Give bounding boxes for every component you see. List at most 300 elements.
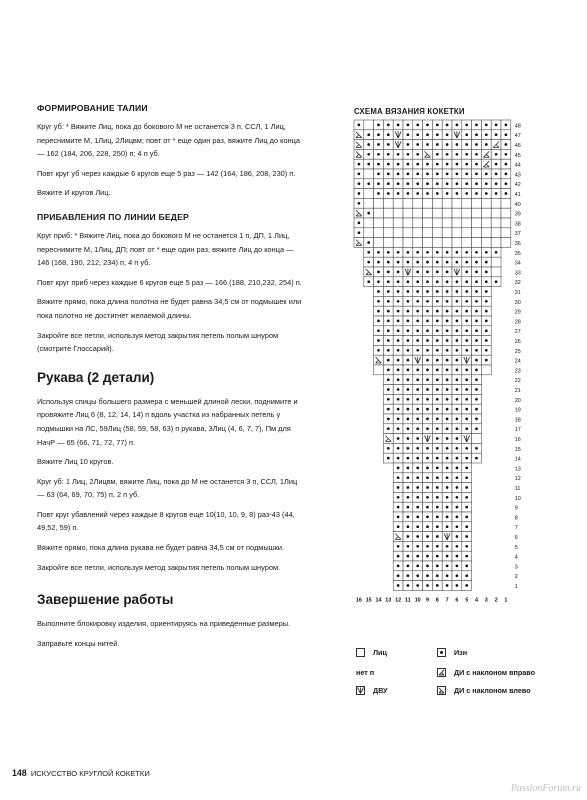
purl-dot <box>426 329 429 332</box>
purl-dot <box>446 437 449 440</box>
chart-cell <box>491 238 501 248</box>
purl-dot <box>377 271 380 274</box>
purl-dot <box>436 369 439 372</box>
chart-cell <box>452 228 462 238</box>
purl-dot <box>377 320 380 323</box>
purl-dot <box>465 320 468 323</box>
purl-dot <box>367 163 370 166</box>
purl-dot <box>495 133 498 136</box>
purl-dot <box>475 271 478 274</box>
purl-dot <box>465 457 468 460</box>
purl-dot <box>475 290 478 293</box>
yoke-chart <box>352 118 532 623</box>
purl-dot <box>426 555 429 558</box>
purl-dot <box>456 574 459 577</box>
chart-cell <box>423 198 433 208</box>
chart-cell <box>423 238 433 248</box>
purl-dot <box>465 192 468 195</box>
purl-dot <box>377 290 380 293</box>
chart-title: СХЕМА ВЯЗАНИЯ КОКЕТКИ <box>354 107 465 116</box>
purl-dot <box>407 574 410 577</box>
purl-dot <box>416 163 419 166</box>
chart-cell <box>364 120 374 130</box>
hip-heading: ПРИБАВЛЕНИЯ ПО ЛИНИИ БЕДЕР <box>37 211 189 222</box>
purl-dot <box>446 329 449 332</box>
purl-dot <box>416 261 419 264</box>
purl-dot <box>485 329 488 332</box>
chart-cell <box>364 169 374 179</box>
row-number: 10 <box>514 495 521 502</box>
purl-dot <box>436 516 439 519</box>
purl-dot <box>465 182 468 185</box>
purl-dot <box>495 192 498 195</box>
purl-dot <box>456 349 459 352</box>
purl-dot <box>465 506 468 509</box>
purl-dot <box>436 124 439 127</box>
purl-dot <box>446 476 449 479</box>
purl-dot <box>426 467 429 470</box>
purl-dot <box>456 280 459 283</box>
purl-dot <box>456 535 459 538</box>
row-number: 2 <box>514 574 518 581</box>
chart-cell <box>374 238 384 248</box>
chart-cell <box>364 218 374 228</box>
purl-dot <box>367 153 370 156</box>
purl-dot <box>416 290 419 293</box>
purl-dot <box>446 261 449 264</box>
purl-dot <box>456 555 459 558</box>
row-number: 32 <box>514 280 521 287</box>
chart-cell <box>423 208 433 218</box>
purl-dot <box>505 124 508 127</box>
row-number: 47 <box>514 133 521 140</box>
legend-no-stitch <box>356 668 374 677</box>
row-number: 17 <box>514 427 521 434</box>
purl-dot <box>446 486 449 489</box>
chart-cell <box>501 238 511 248</box>
watermark: PassionForum.ru <box>510 783 581 794</box>
purl-dot <box>426 349 429 352</box>
chart-cell <box>413 238 423 248</box>
purl-dot <box>446 163 449 166</box>
purl-dot <box>397 506 400 509</box>
purl-dot <box>426 486 429 489</box>
hip-paragraph-2: Повт круг приб через каждые 6 кругов еще 5 раз — 166 (188, 210,232, 254) п. <box>37 277 302 287</box>
chart-cell <box>432 238 442 248</box>
purl-dot <box>446 506 449 509</box>
chart-cell <box>432 218 442 228</box>
purl-dot <box>426 320 429 323</box>
purl-dot <box>426 447 429 450</box>
sleeves-paragraph-2: Вяжите Лиц 10 кругов. <box>37 457 114 467</box>
purl-dot <box>456 163 459 166</box>
legend-left-dec-label: ДИ с наклоном влево <box>454 686 531 695</box>
row-number: 19 <box>514 407 521 414</box>
purl-dot <box>407 280 410 283</box>
purl-dot <box>485 310 488 313</box>
purl-dot <box>407 143 410 146</box>
chart-cell <box>442 208 452 218</box>
purl-dot <box>456 467 459 470</box>
purl-dot <box>358 202 361 205</box>
hip-paragraph-1: Круг приб: * Вяжите Лиц, пока до бокового М не останется 1 п, ДП, 1 Лиц, переснимите М, 1Лиц, ДП; повт от * еще один раз, вяжите Лиц до конца — 146 (168, 190, 212, 234) п, 4 п уб. <box>37 230 294 268</box>
purl-dot <box>475 153 478 156</box>
purl-dot <box>387 182 390 185</box>
purl-dot <box>456 496 459 499</box>
chart-cell <box>472 238 482 248</box>
row-number: 9 <box>514 505 518 512</box>
purl-dot <box>397 565 400 568</box>
purl-dot <box>446 349 449 352</box>
purl-dot <box>446 280 449 283</box>
purl-dot <box>436 290 439 293</box>
purl-dot <box>475 133 478 136</box>
chart-cell <box>472 208 482 218</box>
purl-dot <box>407 398 410 401</box>
purl-dot <box>475 427 478 430</box>
purl-dot <box>397 525 400 528</box>
waist-paragraph-3: Вяжите И кругов Лиц. <box>37 188 111 198</box>
purl-dot <box>446 300 449 303</box>
purl-dot <box>495 182 498 185</box>
purl-dot <box>397 153 400 156</box>
chart-cell <box>393 198 403 208</box>
purl-dot <box>446 467 449 470</box>
purl-dot <box>407 153 410 156</box>
purl-dot <box>456 516 459 519</box>
purl-dot <box>475 329 478 332</box>
purl-dot <box>475 349 478 352</box>
column-number: 9 <box>426 597 429 604</box>
row-number: 37 <box>514 231 521 238</box>
purl-dot <box>456 486 459 489</box>
purl-dot <box>407 565 410 568</box>
purl-dot <box>416 584 419 587</box>
purl-dot <box>377 349 380 352</box>
row-number: 6 <box>514 534 518 541</box>
book-title: ИСКУССТВО КРУГЛОЙ КОКЕТКИ <box>30 769 150 778</box>
purl-dot <box>416 545 419 548</box>
column-number: 1 <box>504 597 508 604</box>
purl-dot <box>377 143 380 146</box>
purl-dot <box>387 124 390 127</box>
purl-dot <box>436 398 439 401</box>
purl-dot <box>358 163 361 166</box>
purl-dot <box>446 133 449 136</box>
column-number: 8 <box>435 597 439 604</box>
chart-cell <box>452 218 462 228</box>
purl-dot <box>436 447 439 450</box>
row-number: 20 <box>514 397 521 404</box>
purl-dot <box>475 320 478 323</box>
purl-dot <box>475 418 478 421</box>
purl-dot <box>485 280 488 283</box>
purl-dot <box>358 192 361 195</box>
purl-dot <box>505 192 508 195</box>
purl-dot <box>436 388 439 391</box>
purl-dot <box>495 251 498 254</box>
purl-dot <box>407 251 410 254</box>
purl-dot <box>456 447 459 450</box>
purl-dot <box>465 398 468 401</box>
purl-dot <box>436 457 439 460</box>
purl-dot <box>446 418 449 421</box>
purl-dot <box>367 251 370 254</box>
purl-dot <box>436 349 439 352</box>
purl-dot <box>426 173 429 176</box>
purl-dot <box>505 163 508 166</box>
purl-dot <box>377 192 380 195</box>
purl-dot <box>407 467 410 470</box>
purl-dot <box>387 173 390 176</box>
purl-dot <box>456 408 459 411</box>
purl-dot <box>397 182 400 185</box>
chart-cell <box>452 208 462 218</box>
purl-dot <box>475 143 478 146</box>
purl-dot <box>446 290 449 293</box>
purl-dot <box>407 329 410 332</box>
purl-dot <box>446 398 449 401</box>
purl-dot <box>416 369 419 372</box>
row-number: 35 <box>514 250 521 257</box>
chart-cell <box>374 365 384 375</box>
purl-dot <box>485 133 488 136</box>
purl-dot <box>387 300 390 303</box>
row-number: 7 <box>514 525 518 532</box>
purl-dot <box>407 418 410 421</box>
purl-dot <box>416 182 419 185</box>
finish-paragraph-2: Заправьте концы нитей. <box>37 638 120 648</box>
purl-dot <box>377 133 380 136</box>
row-number: 30 <box>514 299 521 306</box>
purl-dot <box>416 427 419 430</box>
purl-dot <box>495 124 498 127</box>
purl-dot <box>367 133 370 136</box>
legend-purl-label: Изн <box>454 648 468 657</box>
purl-dot <box>485 182 488 185</box>
purl-dot <box>465 280 468 283</box>
purl-dot <box>436 163 439 166</box>
row-number: 21 <box>514 387 521 394</box>
column-number: 2 <box>494 597 498 604</box>
purl-dot <box>407 447 410 450</box>
sleeves-paragraph-6: Закройте все петли, используя метод закрытия петель полым шнуром. <box>37 562 281 572</box>
purl-dot <box>465 369 468 372</box>
purl-dot <box>446 457 449 460</box>
purl-dot <box>475 398 478 401</box>
purl-dot <box>397 339 400 342</box>
purl-dot <box>397 574 400 577</box>
purl-dot <box>465 525 468 528</box>
purl-dot <box>416 565 419 568</box>
column-number: 3 <box>484 597 488 604</box>
column-number: 7 <box>445 597 449 604</box>
purl-dot <box>397 359 400 362</box>
purl-dot <box>465 300 468 303</box>
purl-dot <box>416 388 419 391</box>
purl-dot <box>495 280 498 283</box>
purl-dot <box>397 437 400 440</box>
purl-dot <box>436 574 439 577</box>
purl-dot <box>416 153 419 156</box>
purl-dot <box>456 300 459 303</box>
purl-dot <box>387 388 390 391</box>
chart-cell <box>501 198 511 208</box>
chart-cell <box>452 238 462 248</box>
purl-dot <box>416 447 419 450</box>
sleeves-paragraph-1: Используя спицы большего размера с меньшей длиной лески, поднимите и провяжите Лиц 6 (8, 12, 14, 14) п вдоль участка из набранных петель у подмышки на ЛС, 59Лиц (58, 59, 58, 63) п рукава, 3Лиц (4, 6, 7, 7), Пм для НачР — 65 (66, 71, 72, 77) п. <box>37 396 298 447</box>
purl-dot <box>397 173 400 176</box>
row-number: 4 <box>514 554 518 561</box>
purl-dot <box>436 506 439 509</box>
row-number: 15 <box>514 446 521 453</box>
chart-cell <box>491 198 501 208</box>
purl-dot <box>475 378 478 381</box>
purl-dot <box>475 339 478 342</box>
row-number: 24 <box>514 358 521 365</box>
purl-dot <box>436 437 439 440</box>
knit-symbol-icon <box>356 648 365 657</box>
purl-dot <box>465 584 468 587</box>
purl-dot <box>436 173 439 176</box>
right-decrease-icon <box>437 668 446 677</box>
purl-dot <box>465 153 468 156</box>
chart-cell <box>364 198 374 208</box>
purl-dot <box>426 516 429 519</box>
chart-cell <box>413 218 423 228</box>
row-number: 12 <box>514 476 521 483</box>
purl-dot <box>446 369 449 372</box>
purl-dot <box>407 545 410 548</box>
purl-dot <box>387 163 390 166</box>
waist-paragraph-2: Повт круг уб через каждые 6 кругов еще 5 раз — 142 (164, 186, 208, 230) п. <box>37 168 296 178</box>
chart-cell <box>491 228 501 238</box>
chart-cell <box>481 228 491 238</box>
purl-dot <box>377 153 380 156</box>
purl-dot <box>426 565 429 568</box>
purl-dot <box>377 329 380 332</box>
purl-dot <box>465 163 468 166</box>
row-number: 8 <box>514 515 518 522</box>
purl-dot <box>426 496 429 499</box>
purl-dot <box>475 359 478 362</box>
chart-cell <box>462 208 472 218</box>
column-number: 11 <box>405 597 411 604</box>
purl-dot <box>387 447 390 450</box>
purl-dot <box>397 555 400 558</box>
purl-dot <box>485 349 488 352</box>
legend-dvu-label: ДВУ <box>373 686 388 695</box>
purl-dot <box>407 388 410 391</box>
purl-dot <box>397 163 400 166</box>
row-number: 46 <box>514 142 521 149</box>
page-number: 148 <box>12 768 27 778</box>
purl-dot <box>416 192 419 195</box>
purl-dot <box>407 192 410 195</box>
purl-dot <box>485 261 488 264</box>
purl-dot <box>436 329 439 332</box>
chart-cell <box>393 238 403 248</box>
chart-cell <box>393 228 403 238</box>
purl-dot <box>358 173 361 176</box>
purl-dot <box>446 378 449 381</box>
chart-cell <box>374 218 384 228</box>
purl-dot <box>397 496 400 499</box>
chart-cell <box>374 208 384 218</box>
purl-dot <box>377 300 380 303</box>
purl-dot <box>397 280 400 283</box>
purl-dot <box>407 457 410 460</box>
purl-dot <box>387 418 390 421</box>
purl-dot <box>465 143 468 146</box>
purl-dot <box>456 506 459 509</box>
purl-dot <box>446 182 449 185</box>
purl-dot <box>485 320 488 323</box>
column-number: 12 <box>395 597 402 604</box>
purl-dot <box>426 525 429 528</box>
purl-dot <box>465 133 468 136</box>
purl-dot <box>465 408 468 411</box>
purl-dot <box>446 545 449 548</box>
purl-dot <box>465 427 468 430</box>
purl-dot <box>456 525 459 528</box>
purl-dot <box>407 349 410 352</box>
purl-dot <box>475 280 478 283</box>
purl-dot <box>485 271 488 274</box>
chart-cell <box>442 198 452 208</box>
purl-dot <box>426 476 429 479</box>
purl-dot <box>387 251 390 254</box>
purl-dot <box>465 271 468 274</box>
purl-dot <box>436 555 439 558</box>
legend-purl <box>437 648 467 657</box>
chart-cell <box>432 198 442 208</box>
purl-dot <box>465 476 468 479</box>
row-number: 13 <box>514 466 521 473</box>
purl-dot <box>416 476 419 479</box>
purl-dot <box>407 339 410 342</box>
legend-right-dec <box>437 668 535 677</box>
purl-dot <box>505 153 508 156</box>
purl-dot <box>416 251 419 254</box>
purl-dot <box>397 261 400 264</box>
purl-dot <box>416 486 419 489</box>
purl-dot <box>456 339 459 342</box>
purl-dot <box>465 565 468 568</box>
purl-dot <box>387 143 390 146</box>
hip-paragraph-3: Вяжите прямо, пока длина полотна не будет равна 34,5 см от подмышек или пока полотно не достигнет желаемой длины. <box>37 297 302 320</box>
purl-dot <box>426 574 429 577</box>
purl-dot <box>377 339 380 342</box>
purl-dot <box>407 427 410 430</box>
purl-dot <box>436 310 439 313</box>
purl-dot <box>387 153 390 156</box>
column-number: 5 <box>465 597 469 604</box>
row-number: 1 <box>514 583 518 590</box>
purl-dot <box>465 349 468 352</box>
purl-dot <box>446 310 449 313</box>
chart-cell <box>393 208 403 218</box>
purl-dot <box>456 388 459 391</box>
purl-dot <box>465 261 468 264</box>
purl-dot <box>426 280 429 283</box>
chart-cell <box>501 228 511 238</box>
row-number: 45 <box>514 152 521 159</box>
purl-dot <box>416 398 419 401</box>
purl-dot <box>465 486 468 489</box>
row-number: 34 <box>514 260 521 267</box>
purl-dot <box>436 133 439 136</box>
